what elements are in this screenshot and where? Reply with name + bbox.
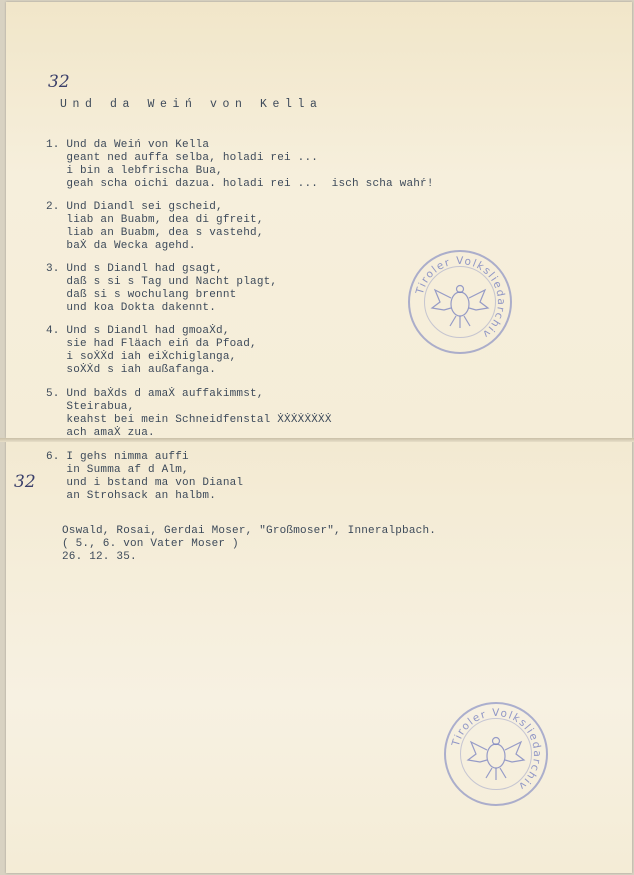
verse-line: 1. Und da Weiń von Kella bbox=[46, 139, 210, 151]
verse-line: geant ned auffa selba, holadi rei ... bbox=[46, 152, 319, 164]
page-number-handwritten: 32 bbox=[48, 72, 70, 92]
verse-line: i bin a lebfrischa Bua, bbox=[46, 165, 223, 177]
verse-line: soẊẊd s iah außafanga. bbox=[46, 364, 217, 376]
verse-4 bbox=[46, 325, 257, 377]
verse-line: daß s si s Tag und Nacht plagt, bbox=[46, 276, 278, 288]
verse-line: geah scha oichi dazua. holadi rei ... isch scha wahŕ! bbox=[46, 178, 434, 190]
eagle-seal-icon bbox=[410, 252, 510, 352]
verse-line: i soẊẊd iah eiẊchiglanga, bbox=[46, 351, 237, 363]
verse-line: 2. Und Diandl sei gscheid, bbox=[46, 201, 223, 213]
verse-line: 3. Und s Diandl had gsagt, bbox=[46, 263, 223, 275]
document-page-bottom bbox=[6, 441, 632, 873]
verse-1 bbox=[46, 139, 434, 191]
verse-line: Steirabua, bbox=[46, 401, 135, 413]
source-line: Oswald, Rosai, Gerdai Moser, "Großmoser", Inneralpbach. bbox=[62, 525, 437, 537]
source-note bbox=[62, 525, 436, 564]
eagle-seal-icon bbox=[446, 704, 546, 804]
verse-line: und koa Dokta dakennt. bbox=[46, 302, 217, 314]
verse-line: liab an Buabm, dea s vastehd, bbox=[46, 227, 264, 239]
verse-line: keahst bei mein Schneidfenstal ẊẊẊẊẊẊẊẊ bbox=[46, 414, 332, 426]
archive-stamp bbox=[408, 250, 512, 354]
verse-2 bbox=[46, 201, 264, 253]
source-line: ( 5., 6. von Vater Moser ) bbox=[62, 538, 239, 550]
verse-line: 4. Und s Diandl had gmoaẊd, bbox=[46, 325, 230, 337]
verse-line: sie had Fläach eiń da Pfoad, bbox=[46, 338, 257, 350]
verse-6 bbox=[46, 451, 243, 503]
verse-line: in Summa af d Alm, bbox=[46, 464, 189, 476]
verse-line: liab an Buabm, dea di gfreit, bbox=[46, 214, 264, 226]
svg-text:Tiroler Volksliedarchiv: Tiroler Volksliedarchiv bbox=[449, 706, 544, 793]
verse-line: 6. I gehs nimma auffi bbox=[46, 451, 189, 463]
source-line: 26. 12. 35. bbox=[62, 551, 137, 563]
verse-line: an Strohsack an halbm. bbox=[46, 490, 217, 502]
verse-line: 5. Und baẊds d amaẊ auffakimmst, bbox=[46, 388, 264, 400]
verse-5 bbox=[46, 388, 332, 440]
verse-3 bbox=[46, 263, 277, 315]
page-number-handwritten-margin: 32 bbox=[14, 472, 36, 492]
song-title: Und da Weiń von Kella bbox=[60, 98, 323, 111]
verse-line: und i bstand ma von Dianal bbox=[46, 477, 244, 489]
verse-line: baẊ da Wecka agehd. bbox=[46, 240, 196, 252]
verse-line: daß si s wochulang brennt bbox=[46, 289, 237, 301]
verse-line: ach amaẊ zua. bbox=[46, 427, 155, 439]
archive-stamp-bottom bbox=[444, 702, 548, 806]
svg-text:Tiroler Volksliedarchiv: Tiroler Volksliedarchiv bbox=[413, 254, 508, 341]
